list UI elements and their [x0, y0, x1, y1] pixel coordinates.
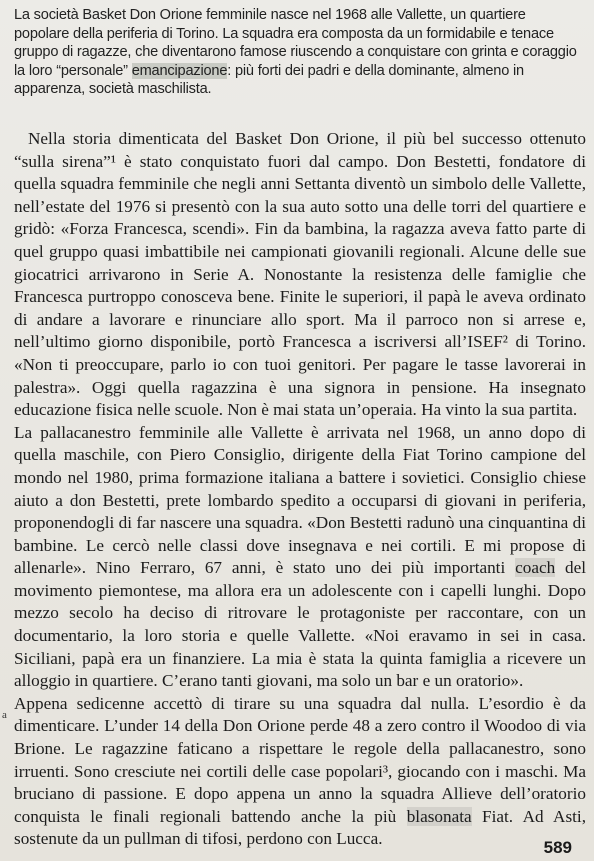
paragraph-3	[14, 693, 586, 851]
intro-text-start: La società Basket Don Orione femminile nasce nel 1968 alle Vallette, un quartiere popolare della periferia di Torino. La squadra era composta da un formidabile e tenace gruppo di ragazze, che diventarono famose riuscendo a conquistare con grinta e coraggio la loro “personale”	[14, 7, 577, 79]
margin-mark: a	[2, 709, 7, 721]
paragraph-2	[14, 422, 586, 693]
highlighted-word-blasonata: blasonata	[406, 806, 472, 826]
article-body	[14, 128, 586, 851]
intro-text-end: : più forti dei padri e della dominante, almeno in apparenza, società maschilista.	[14, 62, 524, 97]
page-number: 589	[543, 838, 572, 857]
paragraph-2-end: del movimento piemontese, ma allora era un adolescente con i capelli lunghi. Dopo mezzo secolo ha deciso di ritrovare le protagoniste per raccontare, con un documentario, la loro storia e quelle Vallette. «Noi eravamo in sei in casa. Siciliani, papà era un finanziere. La mia è stata la quinta famiglia a ricevere un alloggio in quartiere. C’erano tanti giovani, ma solo un bar e un oratorio».	[14, 558, 587, 691]
highlighted-word-coach: coach	[515, 558, 556, 578]
intro-summary	[14, 6, 584, 99]
highlighted-word-emancipazione: emancipazione	[131, 62, 228, 79]
paragraph-3-end: Fiat. Ad Asti, sostenute da un pullman di tifosi, perdono con Lucca.	[14, 806, 587, 849]
paragraph-2-start: La pallacanestro femminile alle Vallette è arrivata nel 1968, un anno dopo di quella maschile, con Piero Consiglio, dirigente della Fiat Torino campione del mondo nel 1980, prima formazione italiana a battere i sovietici. Consiglio chiese aiuto a don Bestetti, prete lombardo spedito a occuparsi di giovani in periferia, proponendogli di far nascere una squadra. «Don Bestetti radunò una cinquantina di bambine. Le cercò nelle classi dove insegnava e nei cortili. E mi propose di allenarle». Nino Ferraro, 67 anni, è stato uno dei più importanti	[14, 422, 586, 578]
paragraph-1: Nella storia dimenticata del Basket Don Orione, il più bel successo ottenuto “sulla sirena”¹ è stato conquistato fuori dal campo. Don Bestetti, fondatore di quella squadra femminile che negli anni Settanta diventò un simbolo delle Vallette, nell’estate del 1976 si presentò con la sua auto sotto una delle torri del quartiere e gridò: «Forza Francesca, scendi». Fin da bambina, la ragazza aveva fatto parte di quel gruppo quasi imbattibile nei campionati giovanili regionali. Alcune delle sue giocatrici arrivarono in Serie A. Nonostante la resistenza delle famiglie che Francesca purtroppo conosceva bene. Finite le superiori, il papà le aveva ordinato di andare a lavorare e rinunciare allo sport. Ma il parroco non si arrese e, nell’ultimo giorno disponibile, portò Francesca a iscriversi all’ISEF² di Torino. «Non ti preoccupare, parlo io con tuoi genitori. Per pagare le tasse lavorerai in palestra». Oggi quella ragazzina è una signora in pensione. Ha insegnato educazione fisica nelle scuole. Non è mai stata un’operaia. Ha vinto la sua partita.	[14, 129, 586, 420]
paragraph-3-start: Appena sedicenne accettò di tirare su una squadra dal nulla. L’esordio è da dimenticare. L’under 14 della Don Orione perde 48 a zero contro il Woodoo di via Brione. Le ragazzine faticano a rispettare le regole della pallacanestro, sono irruenti. Sono cresciute nei cortili delle case popolari³, giocando con i maschi. Ma bruciano di passione. E dopo appena un anno la squadra Allieve dell’oratorio conquista le finali regionali battendo anche la più	[14, 693, 586, 826]
